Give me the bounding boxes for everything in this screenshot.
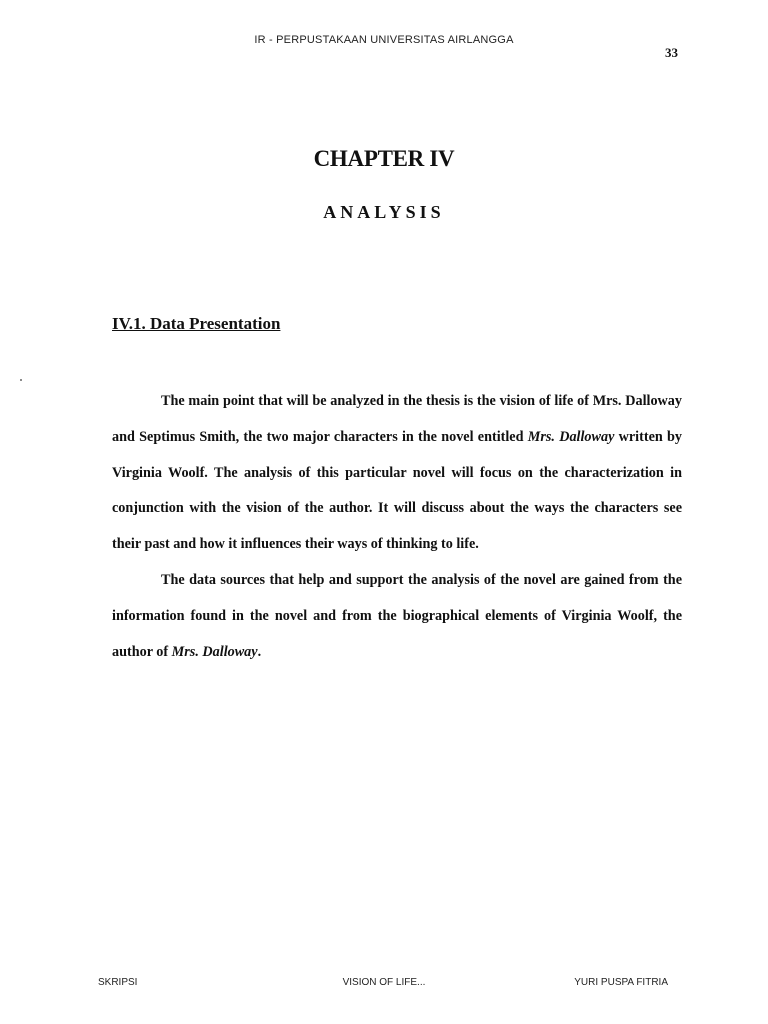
paragraph-text: written by Virginia Woolf. The analysis of this particular novel will focus on the characterization in conjunction with the vision of the author. It will discuss about the ways the characters see their past and how it influences their ways of thinking to life. xyxy=(112,428,682,553)
novel-title: Mrs. Dalloway xyxy=(527,428,615,445)
repository-header: IR - PERPUSTAKAAN UNIVERSITAS AIRLANGGA xyxy=(254,34,514,46)
footer-center: VISION OF LIFE... xyxy=(342,977,426,988)
section-heading: IV.1. Data Presentation xyxy=(112,314,281,333)
paragraph-text: The main point that will be analyzed in the thesis is the vision of life of Mrs. Dalloway and Septimus Smith, the two major characters in the novel entitled xyxy=(112,393,682,445)
paragraph xyxy=(112,384,682,563)
footer-right: YURI PUSPA FITRIA xyxy=(574,977,668,988)
paragraph-text: The data sources that help and support the analysis of the novel are gained from the information found in the novel and from the biographical elements of Virginia Woolf, the author of xyxy=(112,571,682,660)
chapter-subtitle: ANALYSIS xyxy=(323,202,445,222)
scan-speck xyxy=(20,379,22,381)
chapter-title: CHAPTER IV xyxy=(313,146,455,171)
footer-left: SKRIPSI xyxy=(98,977,138,988)
body-text xyxy=(112,384,682,670)
paragraph xyxy=(112,563,682,670)
paragraph-text: . xyxy=(257,643,262,660)
novel-title: Mrs. Dalloway xyxy=(171,643,258,660)
page-number: 33 xyxy=(665,45,678,60)
